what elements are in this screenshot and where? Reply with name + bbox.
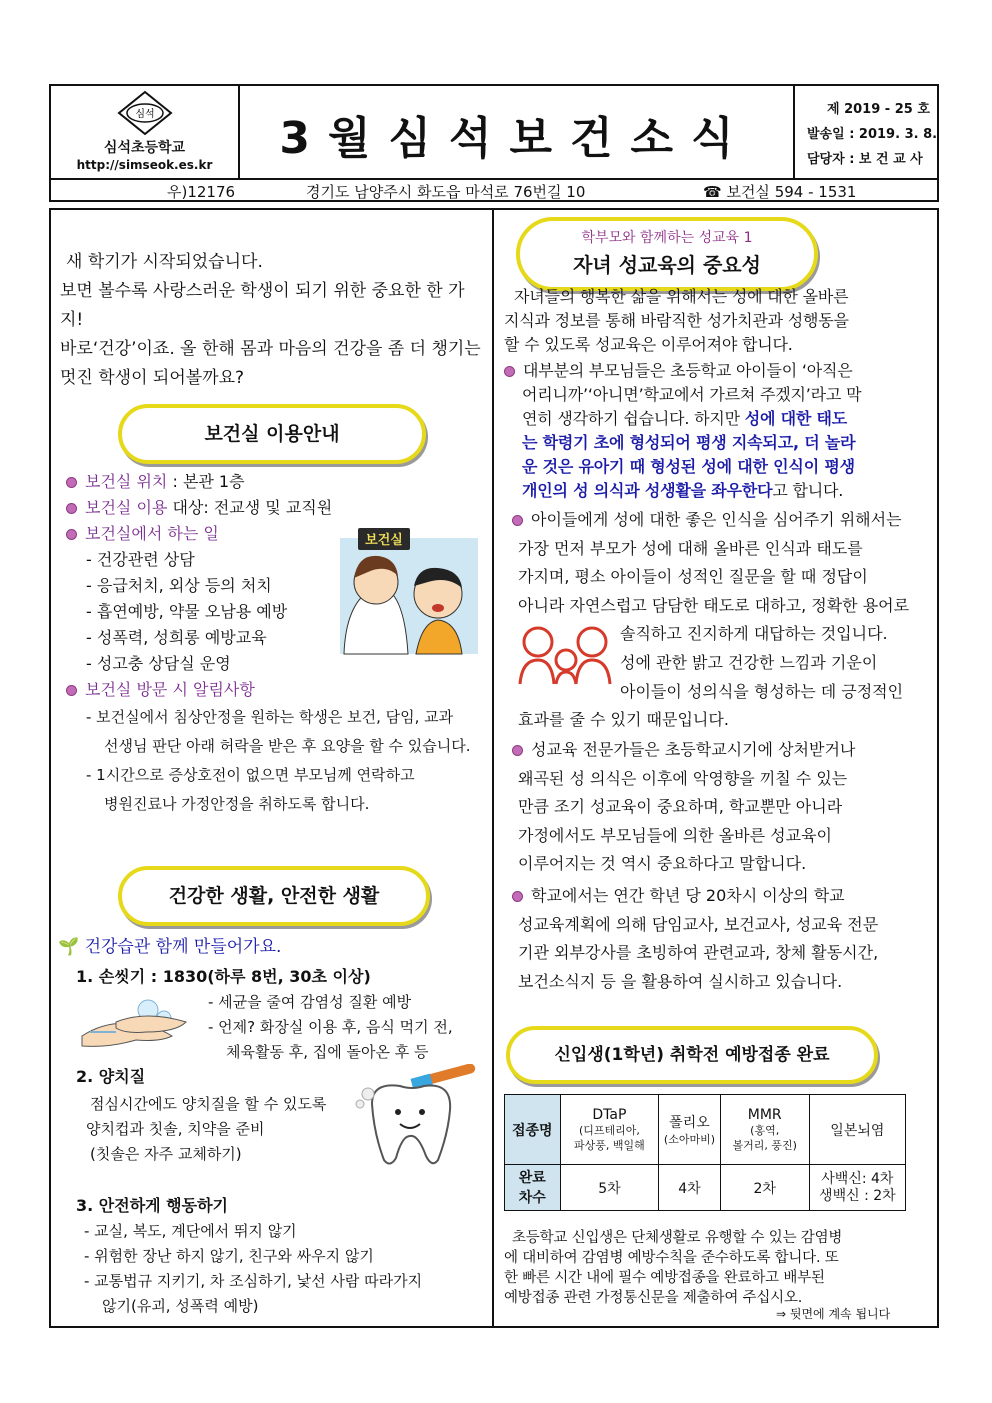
intro-line: 바로‘건강’이죠. 올 한해 몸과 마음의 건강을 좀 더 챙기는 bbox=[60, 339, 481, 359]
notice-line: 병원진료나 가정안정을 취하도록 합니다. bbox=[104, 795, 370, 813]
life-subtitle: 건강습관 함께 만들어가요. bbox=[84, 937, 282, 957]
vaccine-name: DTaP bbox=[592, 1106, 627, 1123]
sexed-line: 대부분의 부모님들은 초등학교 아이들이 ‘아직은 bbox=[523, 361, 853, 380]
dose-value bbox=[809, 1165, 905, 1211]
send-date: 발송일 : 2019. 3. 8. bbox=[807, 127, 938, 142]
life-subtitle-row bbox=[58, 932, 281, 957]
phone-number: ☎ 보건실 594 - 1531 bbox=[703, 183, 857, 201]
sexed-line: 아니라 자연스럽고 담담한 태도로 대하고, 정확한 용어로 bbox=[518, 595, 910, 615]
family-icon bbox=[516, 624, 616, 686]
life-heading: 건강한 생활, 안전한 생활 bbox=[118, 866, 430, 926]
zip-code: 우)12176 bbox=[167, 183, 236, 201]
handwash-line: 체육활동 후, 집에 돌아온 후 등 bbox=[226, 1043, 429, 1061]
use-label: 보건실 이용 bbox=[85, 498, 168, 517]
brushing-line: (칫솔은 자주 교체하기) bbox=[90, 1145, 242, 1163]
bullet-icon bbox=[66, 477, 77, 488]
safety-line: - 교통법규 지키기, 차 조심하기, 낯선 사람 따라가지 bbox=[84, 1272, 423, 1290]
sexed-body bbox=[504, 285, 928, 503]
vaccine-row-doses bbox=[505, 1165, 906, 1211]
vaccine-heading: 신입생(1학년) 취학전 예방접종 완료 bbox=[506, 1026, 878, 1084]
author: 담당자 : 보 건 교 사 bbox=[807, 152, 923, 167]
address-bar bbox=[49, 180, 939, 202]
brushing-details bbox=[86, 1092, 327, 1167]
sexed-emphasis: 는 학령기 초에 형성되어 평생 지속되고, 더 놀라 bbox=[522, 433, 856, 452]
vaccine-name: MMR bbox=[747, 1106, 782, 1123]
sexed-line: 왜곡된 성 의식은 이후에 악영향을 끼칠 수 있는 bbox=[518, 768, 848, 788]
intro-line: 새 학기가 시작되었습니다. bbox=[66, 252, 263, 272]
use-value: 대상: 전교생 및 교직원 bbox=[167, 498, 333, 517]
bullet-icon bbox=[512, 891, 523, 902]
sign-text: 보건실 bbox=[365, 533, 403, 548]
vaccine-row-names bbox=[505, 1095, 906, 1165]
sexed-line: 이루어지는 것 역시 중요하다고 말합니다. bbox=[518, 854, 807, 874]
safety-line: 않기(유괴, 성폭력 예방) bbox=[102, 1297, 259, 1315]
vaccine-name: 폴리오 bbox=[669, 1115, 710, 1131]
safety-line: - 위험한 장난 하지 않기, 친구와 싸우지 않기 bbox=[84, 1247, 374, 1265]
sexed-para4 bbox=[512, 736, 930, 879]
dose-label: 차수 bbox=[518, 1189, 546, 1206]
task-item: - 성고충 상담실 운영 bbox=[86, 654, 231, 673]
sexed-line: 성교육 전문가들은 초등학교시기에 상처받거나 bbox=[531, 740, 856, 759]
emblem-text: 심석 bbox=[135, 109, 155, 120]
issue-number: 제 2019 - 25 호 bbox=[827, 102, 930, 117]
school-name: 심석초등학교 bbox=[103, 140, 186, 156]
vaccine-note: 파상풍, 백일해 bbox=[574, 1138, 645, 1152]
sexed-line: 기관 외부강사를 초빙하여 관련교과, 창체 활동시간, bbox=[518, 943, 879, 963]
street-address: 경기도 남양주시 화도읍 마석로 76번길 10 bbox=[306, 183, 586, 201]
notice-label: 보건실 방문 시 알림사항 bbox=[85, 680, 255, 699]
handwash-title: 1. 손씻기 : 1830(하루 8번, 30초 이상) bbox=[76, 967, 371, 986]
vaccine-note: (소아마비) bbox=[663, 1133, 715, 1146]
sexed-line: 지식과 정보를 통해 바람직한 성가치관과 성행동을 bbox=[504, 311, 849, 330]
sexed-emphasis: 개인의 성 의식과 성생활을 좌우한다 bbox=[522, 481, 773, 500]
issue-meta bbox=[793, 86, 939, 178]
handwash-illustration bbox=[76, 992, 200, 1054]
vaccine-note: (디프테리아, bbox=[578, 1123, 640, 1137]
brushing-line: 양치컵과 칫솔, 치약을 준비 bbox=[86, 1120, 265, 1138]
dose-line: 생백신 : 2차 bbox=[819, 1187, 896, 1204]
sexed-line: 학교에서는 연간 학년 당 20차시 이상의 학교 bbox=[531, 886, 845, 905]
sexed-kicker: 학부모와 함께하는 성교육 1 bbox=[581, 230, 753, 246]
intro-line: 보면 볼수록 사랑스러운 학생이 되기 위한 중요한 한 가지! bbox=[60, 281, 465, 330]
sexed-para5 bbox=[512, 882, 930, 996]
handwash-line: - 세균을 줄여 감염성 질환 예방 bbox=[208, 993, 412, 1011]
vaccine-note bbox=[504, 1228, 928, 1308]
vaccine-japanese-enceph: 일본뇌염 bbox=[809, 1095, 905, 1165]
sexed-line: 연히 생각하기 쉽습니다. 하지만 bbox=[522, 409, 745, 428]
location-label: 보건실 위치 bbox=[85, 472, 168, 491]
notice-line: 선생님 판단 아래 허락을 받은 후 요양을 할 수 있습니다. bbox=[104, 737, 471, 755]
sexed-line: 성교육계획에 의해 담임교사, 보건교사, 성교육 전문 bbox=[518, 914, 879, 934]
bullet-icon bbox=[66, 685, 77, 696]
guide-use bbox=[66, 495, 486, 521]
sexed-line: 어리니까’‘아니면’학교에서 가르쳐 주겠지’라고 막 bbox=[522, 385, 862, 404]
sexed-line: 아이들이 성의식을 형성하는 데 긍정적인 bbox=[620, 681, 904, 701]
vaccine-dtap bbox=[560, 1095, 659, 1165]
note-line: 초등학교 신입생은 단체생활로 유행할 수 있는 감염병 bbox=[512, 1230, 843, 1246]
note-line: 예방접종 관련 가정통신문을 제출하여 주십시오. bbox=[504, 1290, 803, 1306]
school-url[interactable]: http://simseok.es.kr bbox=[76, 158, 213, 172]
vaccine-table bbox=[504, 1094, 906, 1211]
task-item: - 건강관련 상담 bbox=[86, 550, 195, 569]
bullet-icon bbox=[512, 515, 523, 526]
continue-note: ⇒ 뒷면에 계속 됩니다 bbox=[776, 1307, 891, 1321]
title-cell bbox=[238, 86, 795, 178]
brushing-title: 2. 양치질 bbox=[76, 1067, 146, 1086]
dose-value: 5차 bbox=[560, 1165, 659, 1211]
sexed-line: 고 합니다. bbox=[772, 481, 844, 500]
vaccine-note: (홍역, bbox=[750, 1123, 780, 1137]
location-value: : 본관 1층 bbox=[167, 472, 245, 491]
notice-list bbox=[66, 703, 486, 819]
bullet-icon bbox=[512, 745, 523, 756]
sexed-emphasis: 성에 대한 태도 bbox=[744, 409, 848, 428]
sexed-line: 가지며, 평소 아이들이 성적인 질문을 할 때 정답이 bbox=[518, 567, 868, 587]
notice-line: - 1시간으로 증상호전이 없으면 부모님께 연락하고 bbox=[86, 766, 415, 784]
sexed-line: 아이들에게 성에 대한 좋은 인식을 심어주기 위해서는 bbox=[531, 510, 902, 529]
sexed-emphasis: 운 것은 유아기 때 형성된 성에 대한 인식이 평생 bbox=[522, 457, 855, 476]
bullet-icon bbox=[66, 503, 77, 514]
task-item: - 성폭력, 성희롱 예방교육 bbox=[86, 628, 267, 647]
sexed-line: 할 수 있도록 성교육은 이루어져야 합니다. bbox=[504, 335, 793, 354]
task-item: - 응급처치, 외상 등의 처치 bbox=[86, 576, 272, 595]
nurse-office-illustration bbox=[338, 528, 480, 656]
guide-location bbox=[66, 469, 486, 495]
dose-line: 사백신: 4차 bbox=[821, 1170, 894, 1187]
sexed-line: 성에 관한 밝고 건강한 느낌과 기운이 bbox=[620, 652, 878, 672]
sexed-para2 bbox=[504, 359, 928, 503]
newsletter-header bbox=[49, 84, 939, 180]
sexed-line: 보건소식지 등 을 활용하여 실시하고 있습니다. bbox=[518, 971, 843, 991]
intro-line: 멋진 학생이 되어볼까요? bbox=[60, 368, 245, 388]
vaccine-header-cell bbox=[505, 1165, 561, 1211]
bullet-icon bbox=[66, 529, 77, 540]
sexed-line: 가정에서도 부모님들에 의한 올바른 성교육이 bbox=[518, 825, 833, 845]
handwash-line: - 언제? 화장실 이용 후, 음식 먹기 전, bbox=[208, 1018, 453, 1036]
sexed-line: 솔직하고 진지하게 대답하는 것입니다. bbox=[620, 624, 888, 644]
vaccine-mmr bbox=[720, 1095, 809, 1165]
tooth-illustration bbox=[352, 1064, 484, 1172]
school-emblem-icon bbox=[117, 90, 173, 136]
handwash-details bbox=[208, 990, 453, 1065]
sexed-line: 가장 먼저 부모가 성에 대해 올바른 인식과 태도를 bbox=[518, 538, 863, 558]
tasks-label: 보건실에서 하는 일 bbox=[85, 524, 219, 543]
notice-line: - 보건실에서 침상안정을 원하는 학생은 보건, 담임, 교과 bbox=[86, 708, 454, 726]
guide-heading: 보건실 이용안내 bbox=[118, 404, 426, 464]
vaccine-header-cell: 접종명 bbox=[505, 1095, 561, 1165]
sexed-para3 bbox=[512, 506, 930, 735]
sexed-line: 효과를 줄 수 있기 때문입니다. bbox=[518, 710, 729, 730]
task-item: - 흡연예방, 약물 오남용 예방 bbox=[86, 602, 288, 621]
school-logo-cell bbox=[51, 86, 240, 178]
brushing-line: 점심시간에도 양치질을 할 수 있도록 bbox=[90, 1095, 327, 1113]
note-line: 한 빠른 시간 내에 필수 예방접종을 완료하고 배부된 bbox=[504, 1270, 825, 1286]
safety-line: - 교실, 복도, 계단에서 뛰지 않기 bbox=[84, 1222, 297, 1240]
sexed-line: 만큼 조기 성교육이 중요하며, 학교뿐만 아니라 bbox=[518, 797, 843, 817]
bullet-icon bbox=[504, 366, 515, 377]
dose-label: 완료 bbox=[518, 1169, 546, 1186]
note-line: 에 대비하여 감염병 예방수칙을 준수하도록 합니다. 또 bbox=[504, 1250, 839, 1266]
dose-value: 4차 bbox=[659, 1165, 720, 1211]
guide-notice-label bbox=[66, 677, 486, 703]
intro-text bbox=[60, 248, 486, 393]
vaccine-polio bbox=[659, 1095, 720, 1165]
sexed-line: 자녀들의 행복한 삶을 위해서는 성에 대한 올바른 bbox=[514, 287, 849, 306]
column-divider bbox=[492, 208, 494, 1328]
dose-value: 2차 bbox=[720, 1165, 809, 1211]
newsletter-title: 3월심석보건소식 bbox=[279, 113, 752, 164]
vaccine-note: 볼거리, 풍진) bbox=[732, 1138, 797, 1152]
sexed-heading-box bbox=[516, 217, 818, 291]
safety-title: 3. 안전하게 행동하기 bbox=[76, 1196, 228, 1215]
sexed-heading: 자녀 성교육의 중요성 bbox=[573, 253, 761, 277]
safety-list bbox=[84, 1219, 422, 1319]
sprout-icon: 🌱 bbox=[58, 937, 80, 957]
